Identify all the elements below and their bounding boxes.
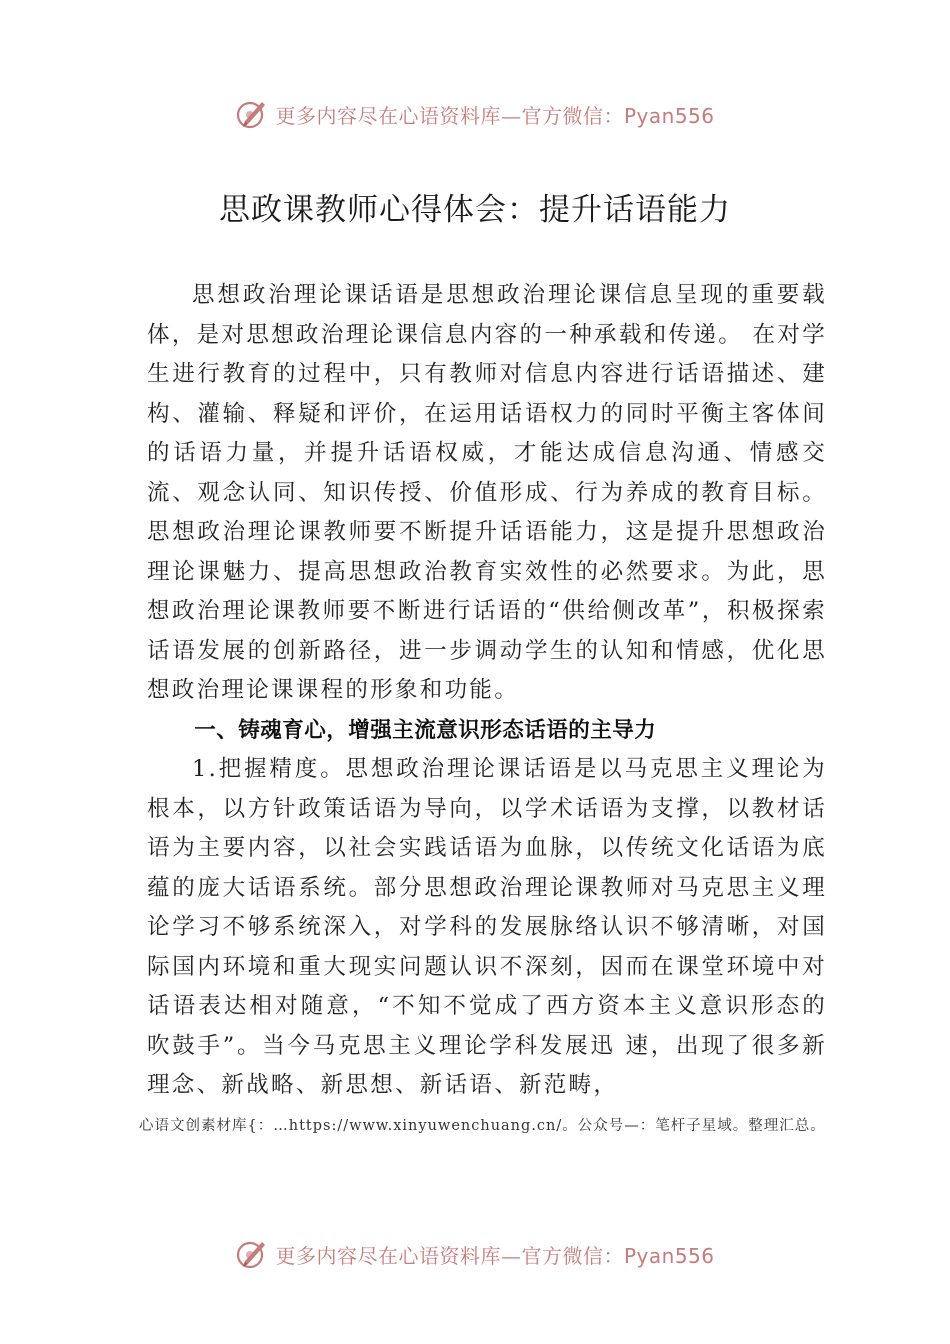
section-heading: 一、铸魂育心，增强主流意识形态话语的主导力	[194, 717, 657, 743]
pen-logo-icon	[235, 1237, 269, 1271]
page-title: 思政课教师心得体会：提升话语能力	[219, 192, 731, 228]
banner-wechat-id: Pyan556	[623, 1243, 715, 1268]
pen-logo-icon	[235, 97, 269, 131]
footer-banner	[0, 1234, 950, 1274]
intro-paragraph: 思想政治理论课话语是思想政治理论课信息呈现的重要载体，是对思想政治理论课信息内容的一种承载和传递。 在对学生进行教育的过程中，只有教师对信息内容进行话语描述、建构、灌输、释疑和评价，在运用话语权力的同时平衡主客体间的话语力量，并提升话语权威，才能达成信息沟通、情感交流、观念认同、知识传授、价值形成、行为养成的教育目标。思想政治理论课教师要不断提升话语能力，这是提升思想政治理论课魅力、提高思想政治教育实效性的必然要求。为此，思想政治理论课教师要不断进行话语的“供给侧改革”，积极探索话语发展的创新路径，进一步调动学生的认知和情感，优化思想政治理论课课程的形象和功能。	[147, 282, 827, 703]
banner-slogan: 更多内容尽在心语资料库—官方微信：	[275, 1243, 624, 1268]
header-banner	[0, 94, 950, 134]
banner-text	[275, 1240, 714, 1269]
section-paragraph: 1.把握精度。思想政治理论课话语是以马克思主义理论为根本，以方针政策话语为导向，以学术话语为支撑，以教材话语为主要内容，以社会实践话语为血脉，以传统文化话语为底蕴的庞大话语系统。部分思想政治理论课教师对马克思主义理论学习不够系统深入，对学科的发展脉络认识不够清晰，对国际国内环境和重大现实问题认识不深刻，因而在课堂环境中对话语表达相对随意，“不知不觉成了西方资本主义意识形态的吹鼓手”。当今马克思主义理论学科发展迅 速，出现了很多新理念、新战略、新思想、新话语、新范畴，	[147, 756, 827, 1098]
source-footnote: 心语文创素材库{：…https://www.xinyuwenchuang.cn/。公众号—：笔杆子星域。整理汇总。	[139, 1118, 826, 1134]
banner-text	[275, 100, 714, 129]
banner-slogan: 更多内容尽在心语资料库—官方微信：	[275, 103, 624, 128]
document-body	[147, 276, 827, 1106]
banner-wechat-id: Pyan556	[623, 103, 715, 128]
